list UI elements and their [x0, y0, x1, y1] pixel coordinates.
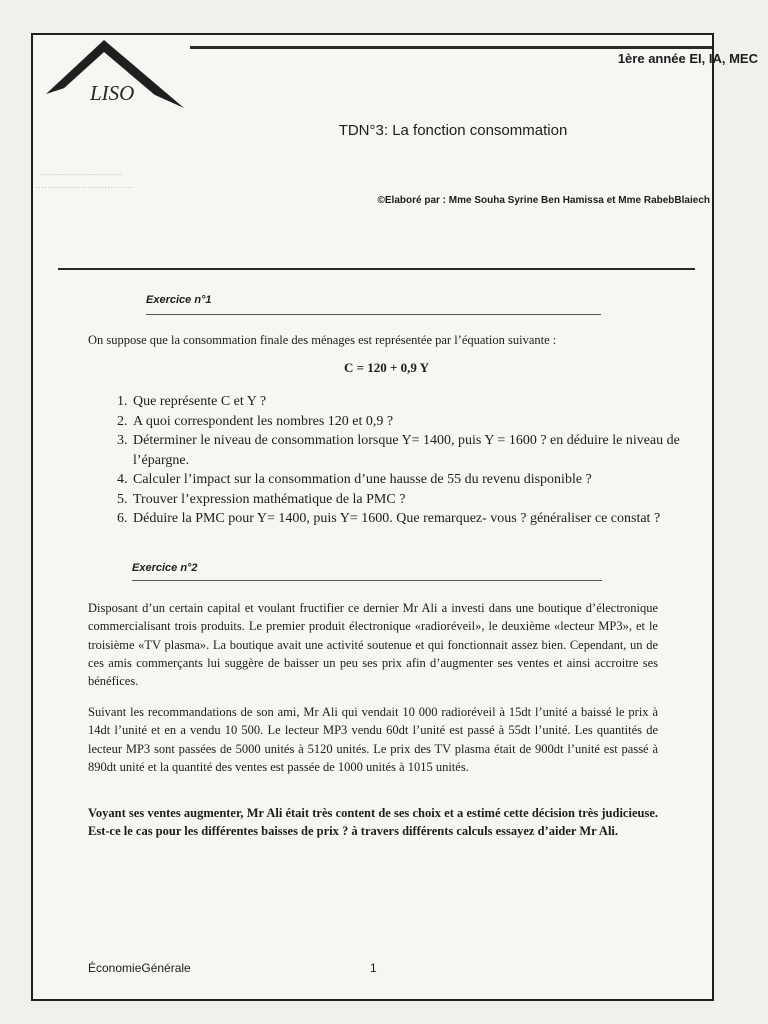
- exercise2-paragraph-3: Voyant ses ventes augmenter, Mr Ali était très content de ses choix et a estimé cette décision très judicieuse. Est-ce le cas pour les différentes baisses de prix ? à travers différents calculs essayez d’aider Mr Ali.: [88, 806, 658, 839]
- exercise1-intro: On suppose que la consommation finale des ménages est représentée par l’équation suivante :: [88, 333, 557, 347]
- list-item: 6. Déduire la PMC pour Y= 1400, puis Y= 1600. Que remarquez- vous ? généraliser ce constat ?: [131, 509, 691, 529]
- logo-text: LISO: [90, 81, 135, 105]
- page-number: 1: [370, 961, 377, 975]
- exercise2-paragraph-2: Suivant les recommandations de son ami, Mr Ali qui vendait 10 000 radioréveil à 15dt l’unité a baissé le prix à 14dt l’unité et en a vendu 10 500. Le lecteur MP3 vendu 60dt l’unité est passé à 55dt l’unité. Les quantités de lecteur MP3 sont passées de 5000 unités à 5120 unités. Le prix des TV plasma était de 900dt l’unité est passé à 890dt unité et la quantité des ventes est passée de 1000 unités à 1015 unités.: [88, 705, 658, 774]
- equation: C = 120 + 0,9 Y: [343, 360, 430, 375]
- exercise2-heading: Exercice n°2: [132, 562, 198, 574]
- document-title: TDN°3: La fonction consommation: [338, 122, 568, 139]
- exercise1-rule: [146, 314, 601, 315]
- list-item: 2. A quoi correspondent les nombres 120 et 0,9 ?: [131, 412, 691, 432]
- list-item: 4. Calculer l’impact sur la consommation d’une hausse de 55 du revenu disponible ?: [131, 470, 691, 490]
- list-item: 1. Que représente C et Y ?: [131, 392, 691, 412]
- logo-triangle-icon: [38, 38, 188, 118]
- exercise2-rule: [132, 580, 602, 581]
- exercise2-paragraph-1: Disposant d’un certain capital et voulant fructifier ce dernier Mr Ali a investi dans une boutique d’électronique commercialisant trois produits. Le premier produit électronique «radioréveil», le deuxième «lecteur MP3», et le troisième «TV plasma». La boutique avait une activité soutenue et qui fonctionnait assez bien. Cependant, un de ces amis commerçants lui suggère de baisser un peu ses prix afin d’augmenter ses ventes et ainsi accroitre ses bénéfices.: [88, 601, 658, 689]
- question-list: [95, 392, 691, 529]
- footer-subject: ÉconomieGénérale: [88, 961, 191, 975]
- class-level-label: 1ère année EI, IA, MEC: [617, 51, 758, 66]
- exercise1-heading: Exercice n°1: [146, 294, 212, 306]
- list-item: 5. Trouver l’expression mathématique de la PMC ?: [131, 490, 691, 510]
- header-top-rule: [190, 46, 712, 49]
- school-subtitle-line: ··································: [36, 186, 134, 191]
- school-name-line: ······················································: [40, 172, 123, 177]
- author-line: ©Elaboré par : Mme Souha Syrine Ben Hamissa et Mme RabebBlaiech: [377, 195, 710, 206]
- list-item: 3. Déterminer le niveau de consommation lorsque Y= 1400, puis Y = 1600 ? en déduire le niveau de l’épargne.: [131, 431, 691, 470]
- header-divider: [58, 268, 695, 270]
